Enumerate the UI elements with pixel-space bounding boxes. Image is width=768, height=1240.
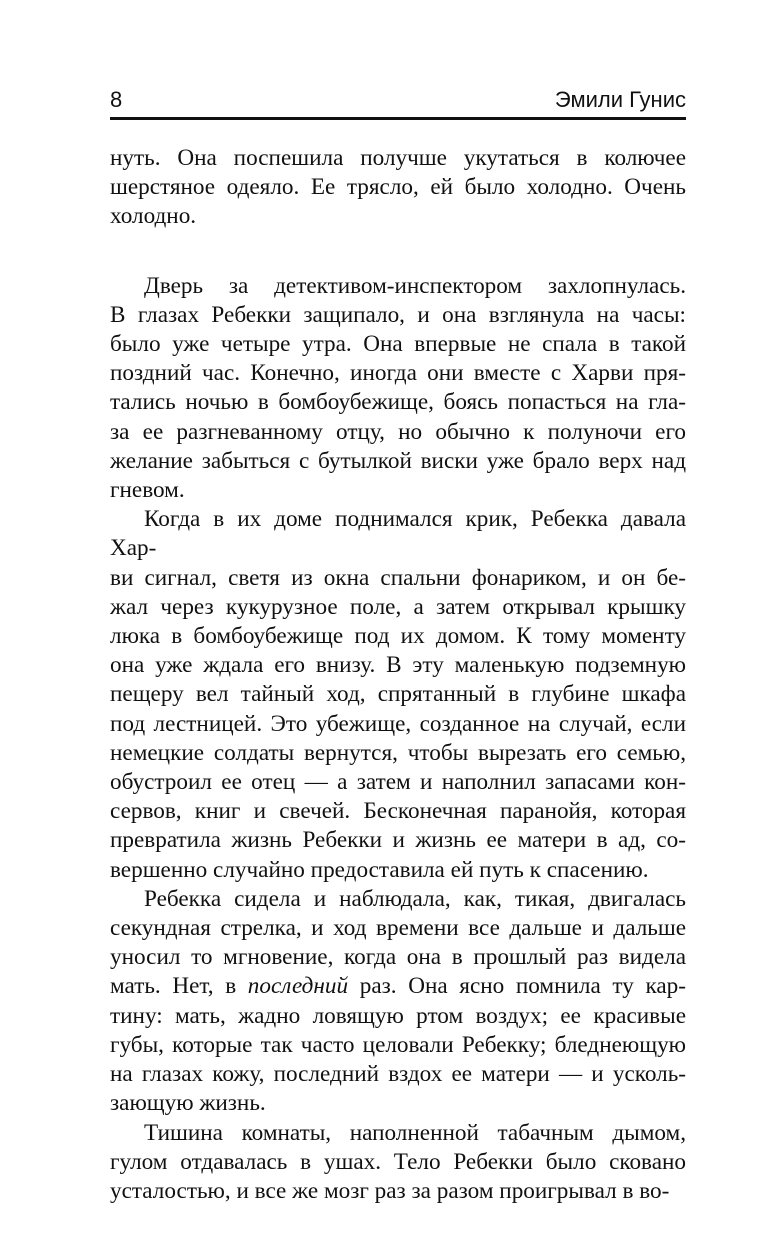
text-line: Когда в их доме поднимался крик, Ребекка давала Хар- <box>110 506 686 562</box>
paragraph <box>110 144 686 232</box>
running-header <box>110 86 686 120</box>
text-line: желание забыться с бутылкой виски уже брало верх над <box>110 447 686 474</box>
text-line: Дверь за детективом-инспектором захлопнулась. <box>144 272 686 299</box>
text-line: на глазах кожу, последний вздох ее матери — и усколь- <box>110 1061 686 1088</box>
text-line: нуть. Она поспешила получше укутаться в колючее <box>110 145 686 171</box>
text-line: гневом. <box>110 477 185 504</box>
text-line: за ее разгневанному отцу, но обычно к полуночи его <box>110 418 686 445</box>
text-line: уносил то мгновение, когда она в прошлый раз видела <box>110 944 686 971</box>
paragraph <box>110 272 686 506</box>
text-line: немецкие солдаты вернутся, чтобы вырезать его семью, <box>110 739 686 766</box>
text-line: превратила жизнь Ребекки и жизнь ее матери в ад, со- <box>110 827 686 854</box>
text-line <box>110 972 686 1001</box>
text-line: пещеру вел тайный ход, спрятанный в глубине шкафа <box>110 681 686 708</box>
text-line: она уже ждала его внизу. В эту маленькую подземную <box>110 652 686 679</box>
text-line: холодно. <box>110 203 197 230</box>
text-line: В глазах Ребекки защипало, и она взглянула на часы: <box>110 301 686 328</box>
text-line: Ребекка сидела и наблюдала, как, тикая, двигалась <box>144 885 686 912</box>
text-line: ви сигнал, светя из окна спальни фонариком, и он бе- <box>110 564 686 591</box>
text-line: под лестницей. Это убежище, созданное на случай, если <box>110 710 686 737</box>
emphasized-word: последний <box>247 973 349 1000</box>
running-head-author: Эмили Гунис <box>554 87 686 112</box>
text-line: губы, которые так часто целовали Ребекку; бледнеющую <box>110 1031 686 1058</box>
section-break <box>110 232 686 272</box>
page-number: 8 <box>110 87 123 112</box>
text-line: шерстяное одеяло. Ее трясло, ей было холодно. Очень <box>110 174 686 201</box>
text-line: поздний час. Конечно, иногда они вместе с Харви пря- <box>110 360 686 387</box>
paragraph <box>110 505 686 885</box>
paragraph <box>110 1119 686 1207</box>
text-line: секундная стрелка, и ход времени все дальше и дальше <box>110 915 686 942</box>
text-run: раз. Она ясно помнила ту кар- <box>348 973 686 1000</box>
text-line: гулом отдавалась в ушах. Тело Ребекки было сковано <box>110 1148 686 1175</box>
text-line: жал через кукурузное поле, а затем открывал крышку <box>110 593 686 620</box>
text-line: вершенно случайно предоставила ей путь к спасению. <box>110 856 649 883</box>
text-line: тину: мать, жадно ловящую ртом воздух; ее красивые <box>110 1002 686 1029</box>
text-line: было уже четыре утра. Она впервые не спала в такой <box>110 331 686 358</box>
text-run: мать. Нет, в <box>110 973 248 1000</box>
text-line: обустроил ее отец — а затем и наполнил запасами кон- <box>110 769 686 796</box>
text-line: люка в бомбоубежище под их домом. К тому моменту <box>110 623 686 650</box>
text-line: сервов, книг и свечей. Бесконечная паранойя, которая <box>110 798 686 825</box>
text-line: Тишина комнаты, наполненной табачным дымом, <box>144 1119 686 1146</box>
body-text <box>110 144 686 1206</box>
text-line: зающую жизнь. <box>110 1090 266 1117</box>
paragraph <box>110 885 686 1119</box>
text-line: тались ночью в бомбоубежище, боясь попасться на гла- <box>110 389 686 416</box>
text-line: усталостью, и все же мозг раз за разом проигрывал в во- <box>110 1177 670 1204</box>
